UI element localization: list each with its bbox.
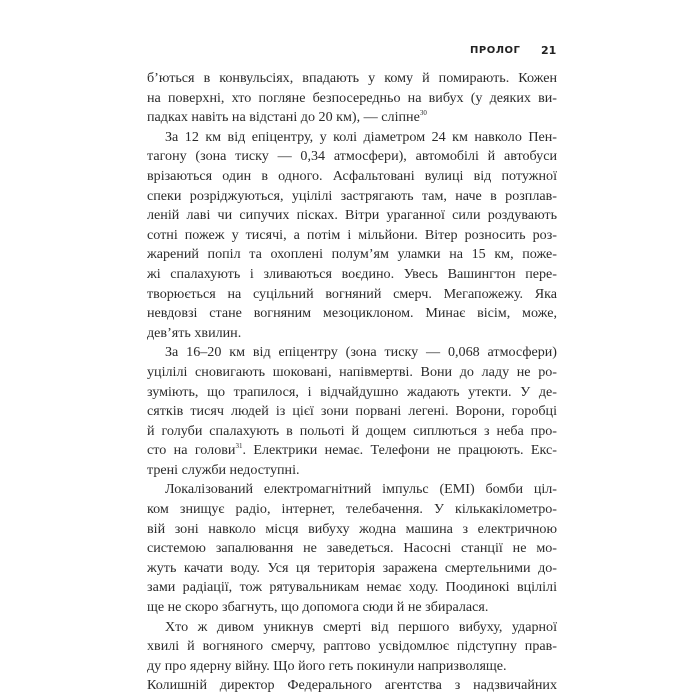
text-line	[147, 383, 557, 403]
line-text: вій зоні навколо місця вибуху жодна машина з електричною	[147, 520, 557, 537]
running-title: ПРОЛОГ	[470, 45, 521, 56]
line-text: на поверхні, хто погляне безпосередньо на вибух (у деяких ви-	[147, 89, 557, 106]
line-text-tail: . Електрики немає. Телефони не працюють. Екс-	[242, 442, 557, 459]
line-text: Хто ж дивом уникнув смерті від першого вибуху, ударної	[165, 618, 557, 635]
line-text: спеки розріджуються, уцілілі застрягають там, наче в розплав-	[147, 187, 557, 204]
line-text: й голуби спалахують в польоті й дощем сиплються з неба про-	[147, 422, 557, 439]
line-text: Локалізований електромагнітний імпульс (ЕМІ) бомби ціл-	[165, 481, 557, 498]
footnote-ref: 31	[235, 442, 243, 451]
text-line	[147, 206, 557, 226]
line-text: невдовзі стане вогняним мезоциклоном. Минає вісім, може,	[147, 305, 557, 322]
text-line	[147, 441, 557, 461]
text-line	[147, 461, 557, 481]
text-line	[147, 128, 557, 148]
line-text: дев’ять хвилин.	[147, 324, 242, 341]
line-text: системою запалювання не заведеться. Насосні станції не мо-	[147, 540, 557, 557]
text-line	[147, 520, 557, 540]
text-line	[147, 265, 557, 285]
line-text: тагону (зона тиску — 0,34 атмосфери), автомобілі й автобуси	[147, 148, 557, 165]
text-line	[147, 108, 557, 128]
line-text: сто на голови	[147, 442, 236, 459]
text-line	[147, 187, 557, 207]
line-text: падках навіть на відстані до 20 км), — сліпне	[147, 109, 420, 126]
text-line	[147, 676, 557, 696]
text-line	[147, 480, 557, 500]
text-line	[147, 637, 557, 657]
text-line	[147, 89, 557, 109]
line-text: трені служби недоступні.	[147, 461, 300, 478]
text-line	[147, 539, 557, 559]
text-line	[147, 147, 557, 167]
line-text: зуміють, що трапилося, і відчайдушно жадають утекти. У де-	[147, 383, 557, 400]
text-line	[147, 167, 557, 187]
text-line	[147, 245, 557, 265]
text-line	[147, 402, 557, 422]
line-text: зами радіації, тож рятувальникам немає ходу. Поодинокі вцілілі	[147, 579, 557, 596]
text-line	[147, 422, 557, 442]
text-line	[147, 559, 557, 579]
line-text: врізаються один в одного. Асфальтовані вулиці від потужної	[147, 167, 557, 184]
line-text: сотні пожеж у тисячі, а потім і мільйони. Вітер розносить роз-	[147, 226, 557, 243]
text-line	[147, 324, 557, 344]
text-line	[147, 343, 557, 363]
line-text: ком знищує радіо, інтернет, телебачення. У кількакілометро-	[147, 501, 557, 518]
line-text: уцілілі сновигають шоковані, напівмертві. Вони до ладу не ро-	[147, 363, 557, 380]
line-text: б’ються в конвульсіях, впадають у кому й помирають. Кожен	[147, 70, 557, 86]
text-line	[147, 598, 557, 618]
body-text	[147, 69, 557, 696]
text-line	[147, 304, 557, 324]
text-line	[147, 226, 557, 246]
text-line	[147, 657, 557, 677]
line-text: жі спалахують і зливаються воєдино. Увесь Вашингтон пере-	[147, 265, 557, 282]
line-text: творюється на суцільний вогняний смерч. Мегапожежу. Яка	[147, 285, 557, 302]
line-text: ду про ядерну війну. Що його геть покинули напризволяще.	[147, 657, 507, 674]
footnote-ref: 30	[419, 109, 427, 118]
page-number: 21	[541, 44, 557, 57]
line-text: Колишній директор Федерального агентства з надзвичайних	[147, 677, 557, 694]
line-text: ще не скоро збагнуть, що допомога сюди й не збиралася.	[147, 599, 489, 616]
text-line	[147, 618, 557, 638]
line-text: За 16–20 км від епіцентру (зона тиску — 0,068 атмосфери)	[165, 344, 557, 361]
text-line	[147, 578, 557, 598]
line-text: хвилі й вогняного смерчу, раптово усвідомлює підступну прав-	[147, 638, 557, 655]
text-line	[147, 500, 557, 520]
text-line	[147, 69, 557, 89]
text-line	[147, 363, 557, 383]
line-text: сятків тисяч людей із цієї зони порвані легені. Ворони, горобці	[147, 403, 557, 420]
line-text: леній лаві чи сипучих пісках. Вітри ураганної сили роздувають	[147, 207, 557, 224]
line-text: За 12 км від епіцентру, у колі діаметром 24 км навколо Пен-	[165, 128, 557, 145]
line-text: жуть качати воду. Уся ця територія заражена смертельними до-	[147, 559, 557, 576]
text-line	[147, 285, 557, 305]
line-text: жарений попіл та охоплені полум’ям уламки на 15 км, поже-	[147, 246, 557, 263]
